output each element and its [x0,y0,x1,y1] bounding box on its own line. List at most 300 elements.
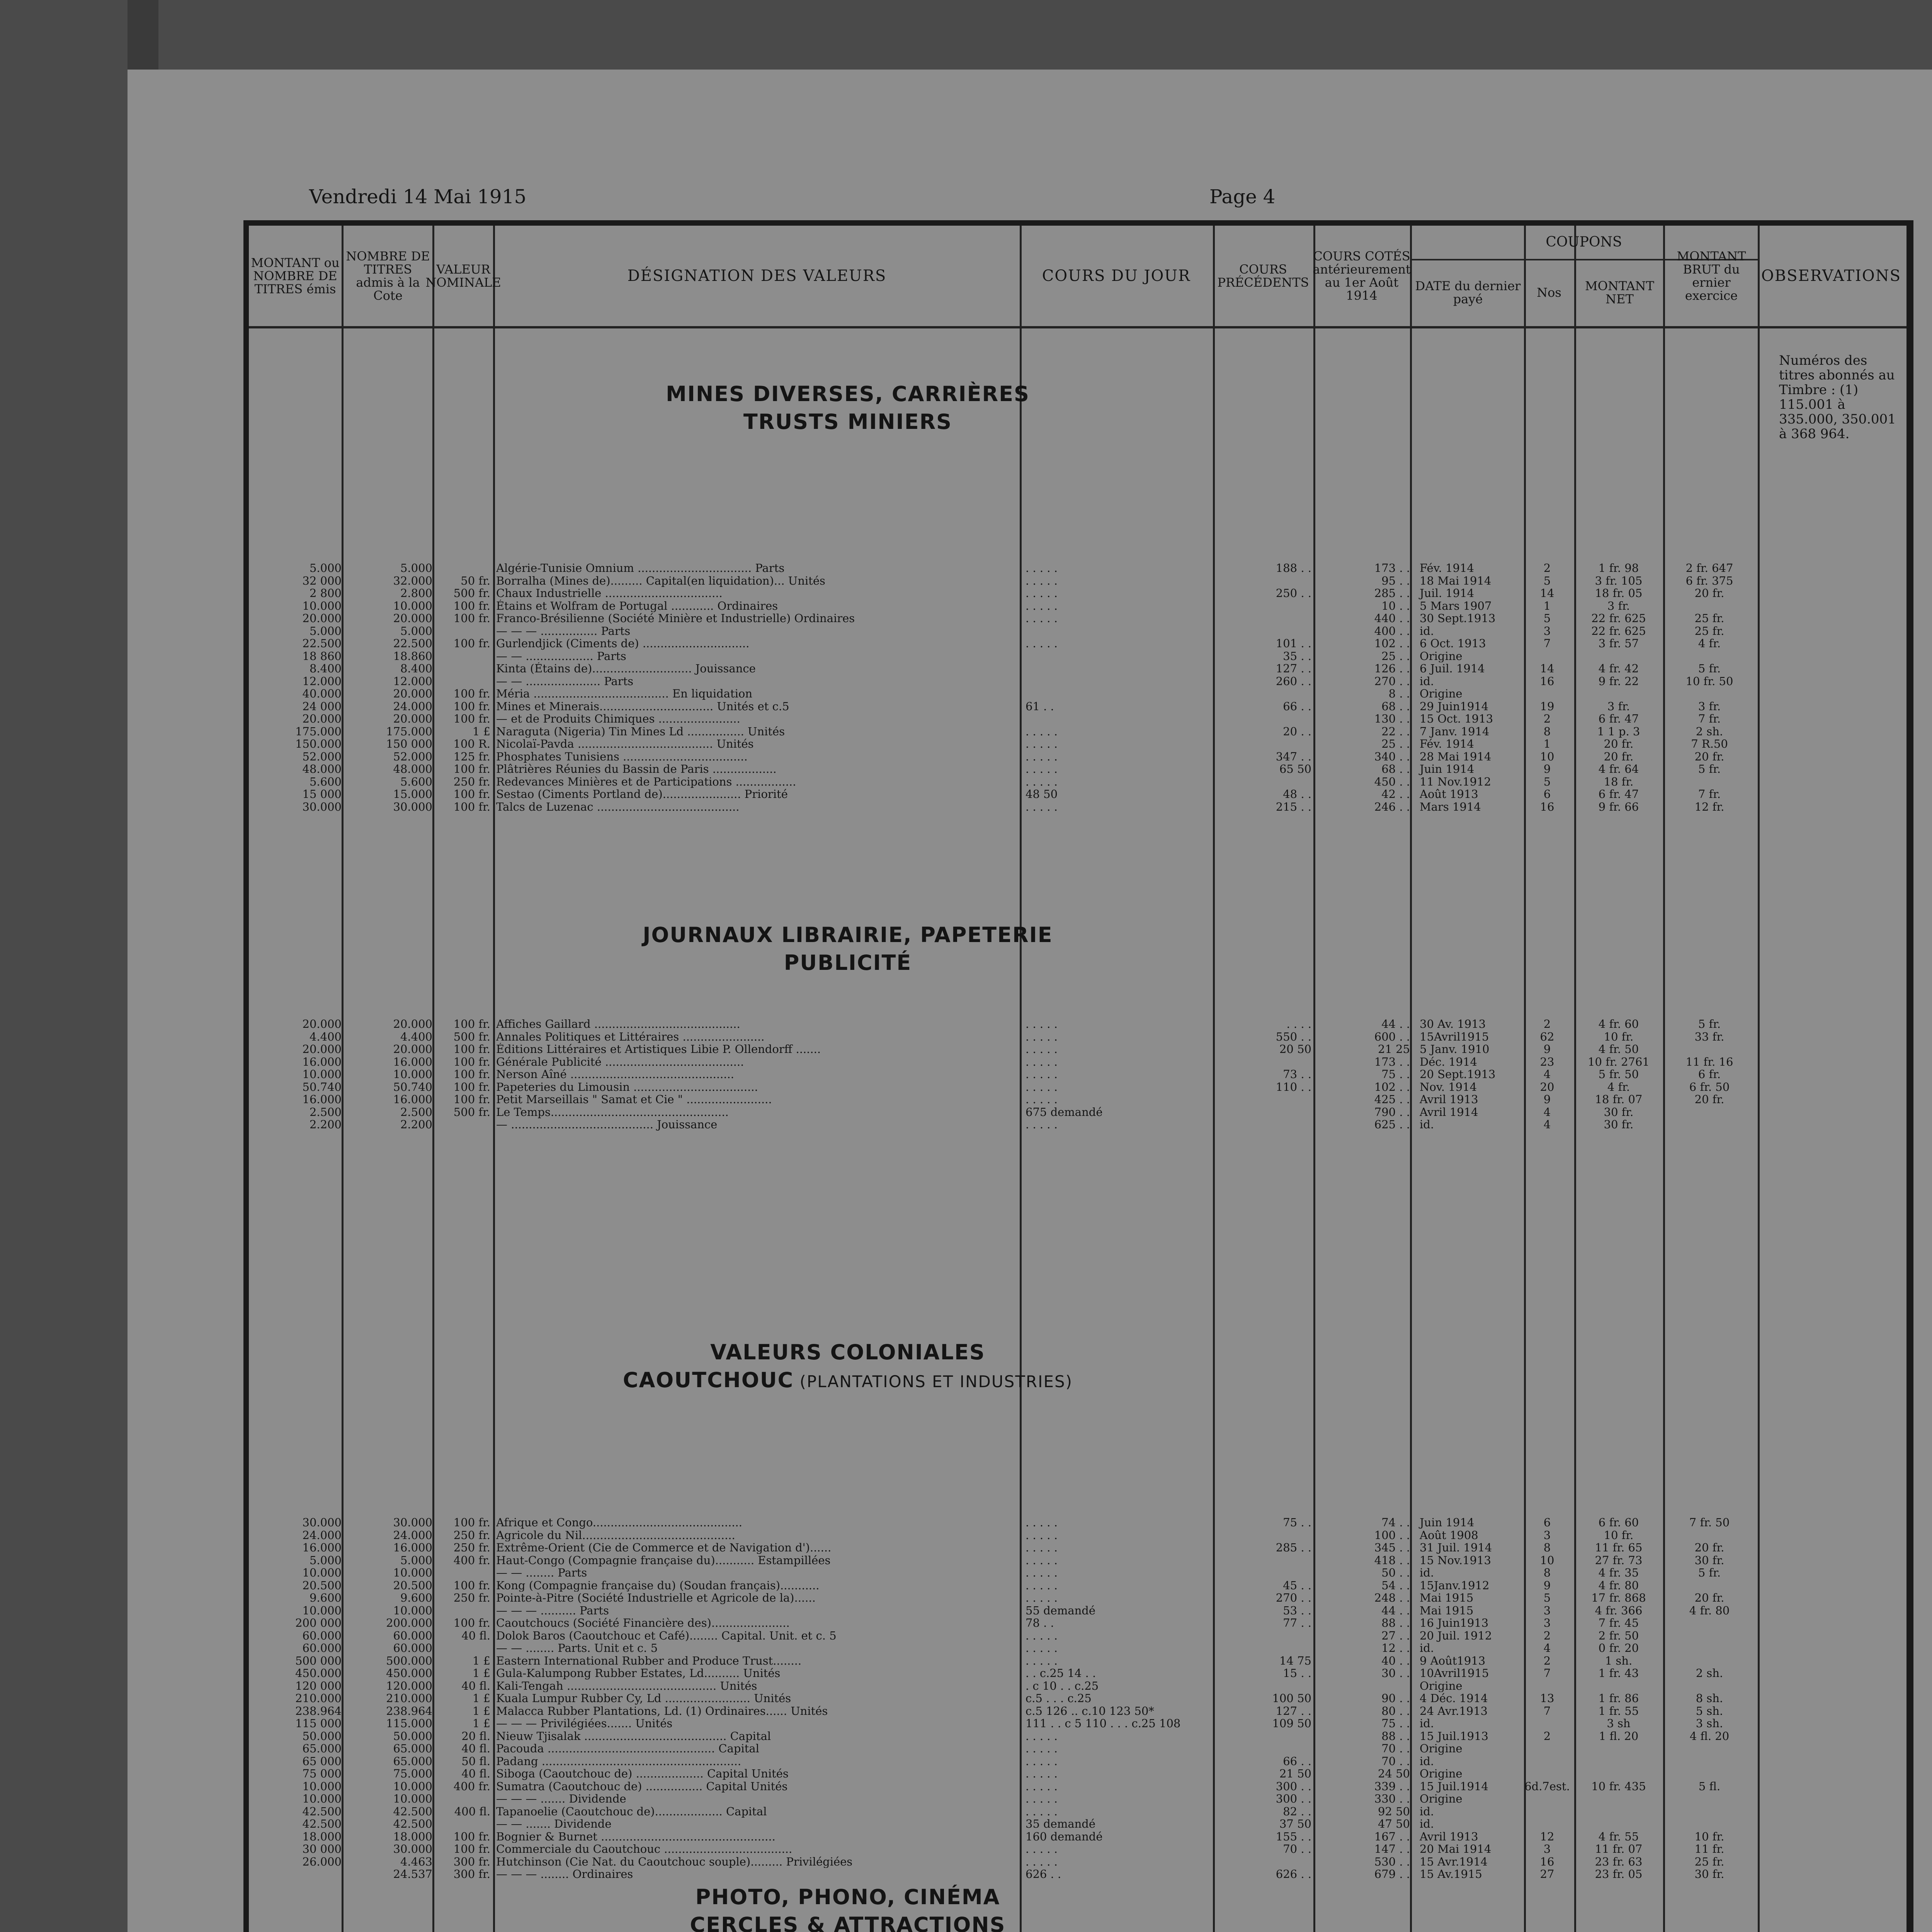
cell-a: 60.000 [302,1642,342,1655]
table-row [249,763,1906,776]
cell-a: 20.000 [302,713,342,725]
cell-j: . . . . . [1026,1068,1058,1081]
cell-a: 20.000 [302,1018,342,1031]
cell-c: 8 . . [1388,687,1410,700]
table-row [249,700,1906,713]
cell-mb: 25 fr. [1694,1855,1725,1868]
cell-a: 15 000 [302,788,342,801]
cell-v: 250 fr. [453,1592,490,1604]
cell-d: Talcs de Luzenac ........................................ [496,800,740,813]
cell-b: 2.200 [400,1118,432,1131]
cell-b: 20.000 [393,612,432,625]
cell-j: 111 . . c 5 110 . . . c.25 108 [1026,1717,1181,1730]
cell-mn: 1 sh. [1605,1654,1633,1667]
cell-d: Pointe-à-Pitre (Société Industrielle et Agricole de la)...... [496,1592,816,1604]
cell-a: 42.500 [302,1818,342,1830]
cell-d: Padang ........................................................ [496,1755,742,1767]
cell-dt: Avril 1913 [1420,1830,1478,1843]
cell-a: 5.000 [309,624,342,637]
cell-d: — ........................................ Jouissance [496,1118,718,1131]
cell-p: 300 . . [1276,1780,1311,1793]
cell-mb: 30 fr. [1694,1554,1725,1566]
table-row [249,612,1906,625]
section-rows [249,1018,1906,1131]
cell-a: 150.000 [295,738,342,750]
cell-c: 147 . . [1374,1843,1410,1855]
cell-p: 45 . . [1283,1579,1311,1592]
cell-c: 130 . . [1374,713,1410,725]
cell-n: 27 [1540,1868,1554,1881]
cell-a: 20.000 [302,612,342,625]
cell-mn: 4 fr. 55 [1598,1830,1639,1843]
cell-c: 88 . . [1381,1617,1410,1629]
table-row [249,801,1906,813]
cell-j: . . . . . [1026,1755,1058,1767]
cell-mn: 4 fr. 64 [1598,763,1639,776]
cell-a: 10.000 [302,1604,342,1617]
cell-c: 285 . . [1374,587,1410,600]
cell-b: 50.000 [393,1730,432,1742]
cell-p: 20 . . [1283,725,1311,738]
cell-v: 100 fr. [453,713,490,725]
cell-mn: 10 fr. 435 [1591,1780,1646,1793]
cell-dt: 16 Juin1913 [1420,1617,1489,1629]
cell-j: . c 10 . . c.25 [1026,1679,1099,1692]
section-heading [500,1338,1196,1396]
table-row [249,1805,1906,1818]
cell-j: . . . . . [1026,1554,1058,1566]
table-row [249,1655,1906,1667]
cell-b: 115.000 [386,1717,432,1730]
cell-dt: 5 Janv. 1910 [1420,1043,1490,1056]
table-row [249,738,1906,750]
cell-a: 52.000 [302,750,342,763]
section-heading [500,1883,1196,1932]
cell-mn: 3 fr. [1607,700,1630,713]
cell-c: 44 . . [1381,1604,1410,1617]
cell-j: . . . . . [1026,775,1058,788]
cell-c: 600 . . [1374,1030,1410,1043]
cell-j: 626 . . [1026,1868,1061,1881]
table-row [249,1541,1906,1554]
cell-dt: 11 Nov.1912 [1420,775,1491,788]
cell-dt: 15Avril1915 [1420,1030,1489,1043]
cell-dt: Avril 1913 [1420,1093,1478,1106]
cell-c: 30 . . [1381,1667,1410,1680]
cell-c: 12 . . [1381,1642,1410,1655]
header-montant-brut: MONTANT BRUT du ernier exercice [1677,249,1746,303]
cell-dt: 9 Août1913 [1420,1654,1486,1667]
cote-table [243,220,1913,1932]
cell-n: 6d.7est. [1524,1780,1570,1793]
cell-j: . . . . . [1026,1030,1058,1043]
cell-b: 30.000 [393,800,432,813]
table-row [249,1717,1906,1730]
cell-mn: 22 fr. 625 [1591,624,1646,637]
cell-a: 65.000 [302,1742,342,1755]
cell-p: 21 50 [1279,1767,1311,1780]
header-nombre: NOMBRE DE TITRES admis à la Cote [346,249,430,303]
cell-v: 250 fr. [453,1541,490,1554]
cell-dt: 30 Sept.1913 [1420,612,1496,625]
cell-b: 24.000 [393,700,432,713]
cell-p: 155 . . [1276,1830,1311,1843]
cell-c: 70 . . [1381,1742,1410,1755]
cell-n: 2 [1543,562,1551,575]
section-title: VALEURS COLONIALES [710,1340,985,1364]
cell-n: 3 [1543,1617,1551,1629]
cell-c: 425 . . [1374,1093,1410,1106]
cell-p: 215 . . [1276,800,1311,813]
cell-d: Nerson Aîné .............................................. [496,1068,734,1081]
cell-mn: 6 fr. 47 [1598,713,1639,725]
cell-a: 4.400 [309,1030,342,1043]
cell-c: 102 . . [1374,1080,1410,1093]
cell-p: 70 . . [1283,1843,1311,1855]
cell-j: 160 demandé [1026,1830,1103,1843]
cell-p: 66 . . [1283,700,1311,713]
cell-j: . . . . . [1026,1055,1058,1068]
cell-n: 10 [1540,1554,1554,1566]
cell-c: 70 . . [1381,1755,1410,1767]
cell-dt: Fév. 1914 [1420,562,1474,575]
cell-n: 3 [1543,1843,1551,1855]
cell-d: Kali-Tengah .......................................... Unités [496,1679,757,1692]
cell-v: 300 fr. [453,1868,490,1881]
cell-n: 16 [1540,675,1554,687]
cell-mb: 3 sh. [1696,1717,1723,1730]
cell-mn: 17 fr. 868 [1591,1592,1646,1604]
cell-a: 10.000 [302,1566,342,1579]
cell-a: 16.000 [302,1093,342,1106]
cell-p: . . . . [1286,1018,1311,1031]
cell-dt: id. [1420,1755,1434,1767]
cell-p: 48 . . [1283,788,1311,801]
cell-n: 12 [1540,1830,1554,1843]
cell-n: 5 [1543,1592,1551,1604]
table-row [249,713,1906,725]
cell-n: 7 [1543,1667,1551,1680]
cell-v: 40 fl. [461,1742,490,1755]
cell-d: Papeteries du Limousin ................................... [496,1080,758,1093]
table-row [249,1830,1906,1843]
cell-b: 450.000 [386,1667,432,1680]
table-row [249,1617,1906,1629]
cell-b: 75.000 [393,1767,432,1780]
cell-b: 2.800 [400,587,432,600]
cell-p: 347 . . [1276,750,1311,763]
cell-d: Tapanoelie (Caoutchouc de)................... Capital [496,1805,767,1818]
cell-n: 9 [1543,1043,1551,1056]
cell-c: 25 . . [1381,650,1410,662]
cell-a: 24 000 [302,700,342,713]
cell-p: 100 50 [1272,1692,1311,1705]
cell-d: Algérie-Tunisie Omnium ................................ Parts [496,562,785,575]
cell-c: 80 . . [1381,1704,1410,1717]
cell-mb: 6 fr. [1698,1068,1721,1081]
table-row [249,776,1906,788]
table-row [249,600,1906,612]
cell-c: 90 . . [1381,1692,1410,1705]
cell-v: 100 R. [453,738,490,750]
cell-dt: Origine [1420,1767,1463,1780]
cell-v: 1 £ [472,1717,490,1730]
cell-n: 2 [1543,1654,1551,1667]
cell-b: 10.000 [393,1604,432,1617]
cell-a: 210.000 [295,1692,342,1705]
section-title: PHOTO, PHONO, CINÉMA [695,1885,1000,1909]
cell-n: 20 [1540,1080,1554,1093]
cell-b: 32.000 [393,574,432,587]
cell-j: . . . . . [1026,738,1058,750]
page [128,70,1932,1932]
cell-d: — — ........ Parts [496,1566,587,1579]
cell-dt: Mai 1915 [1420,1604,1474,1617]
table-row [249,1043,1906,1056]
cell-b: 48.000 [393,763,432,776]
cell-p: 188 . . [1276,562,1311,575]
cell-a: 175.000 [295,725,342,738]
cell-n: 8 [1543,1541,1551,1554]
cell-mn: 18 fr. [1604,775,1634,788]
cell-mb: 25 fr. [1694,612,1725,625]
section-rows [249,562,1906,813]
cell-d: Dolok Baros (Caoutchouc et Café)........ Capital. Unit. et c. 5 [496,1629,837,1642]
header-designation: DÉSIGNATION DES VALEURS [627,267,887,285]
cell-n: 7 [1543,637,1551,650]
cell-dt: Juin 1914 [1420,1516,1475,1529]
cell-dt: 10Avril1915 [1420,1667,1489,1680]
cell-a: 16.000 [302,1055,342,1068]
cell-j: . . . . . [1026,562,1058,575]
cell-j: . . . . . [1026,1642,1058,1655]
cell-a: 22.500 [302,637,342,650]
header-nos: Nos [1537,285,1561,300]
table-row [249,1554,1906,1567]
cell-j: . . . . . [1026,587,1058,600]
table-row [249,1579,1906,1592]
cell-c: 44 . . [1381,1018,1410,1031]
cell-v: 40 fl. [461,1767,490,1780]
cell-j: . . . . . [1026,1018,1058,1031]
cell-dt: Origine [1420,687,1463,700]
cell-mb: 7 fr. 50 [1689,1516,1730,1529]
cell-v: 100 fr. [453,1617,490,1629]
table-row [249,1868,1906,1881]
cell-n: 23 [1540,1055,1554,1068]
cell-mb: 20 fr. [1694,587,1725,600]
cell-n: 1 [1543,738,1551,750]
cell-a: 75 000 [302,1767,342,1780]
cell-n: 7 [1543,1704,1551,1717]
cell-j: 48 50 [1026,788,1058,801]
cell-mb: 5 fr. [1698,1018,1721,1031]
cell-b: 65.000 [393,1755,432,1767]
cell-mb: 7 fr. [1698,713,1721,725]
cell-v: 1 £ [472,725,490,738]
cell-mb: 6 fr. 375 [1685,574,1733,587]
table-row [249,1056,1906,1068]
cell-d: Kong (Compagnie française du) (Soudan français)........... [496,1579,820,1592]
cell-d: Sumatra (Caoutchouc de) ................ Capital Unités [496,1780,788,1793]
cell-j: . . . . . [1026,1742,1058,1755]
table-row [249,1592,1906,1604]
cell-n: 5 [1543,775,1551,788]
cell-b: 210.000 [386,1692,432,1705]
cell-j: . . . . . [1026,1529,1058,1541]
cell-mb: 3 fr. [1698,700,1721,713]
table-row [249,1516,1906,1529]
cell-a: 10.000 [302,599,342,612]
cell-mb: 5 fr. [1698,1566,1721,1579]
cell-b: 18.860 [393,650,432,662]
cell-d: Hutchinson (Cie Nat. du Caoutchouc souple)......... Privilégiées [496,1855,853,1868]
cell-dt: 6 Oct. 1913 [1420,637,1486,650]
cell-c: 440 . . [1374,612,1410,625]
cell-mn: 4 fr. 35 [1598,1566,1639,1579]
table-row [249,587,1906,600]
cell-c: 50 . . [1381,1566,1410,1579]
cell-mb: 20 fr. [1694,1093,1725,1106]
cell-c: 75 . . [1381,1717,1410,1730]
cell-j: 61 . . [1026,700,1054,713]
cell-c: 47 50 [1378,1818,1410,1830]
cell-c: 25 . . [1381,738,1410,750]
cell-mb: 30 fr. [1694,1868,1725,1881]
cell-mb: 7 R.50 [1691,738,1728,750]
cell-c: 68 . . [1381,763,1410,776]
cell-v: 400 fr. [453,1554,490,1566]
table-row [249,1818,1906,1830]
cell-j: 675 demandé [1026,1105,1103,1118]
cell-mb: 4 fr. [1698,637,1721,650]
cell-dt: 28 Mai 1914 [1420,750,1492,763]
cell-v: 1 £ [472,1692,490,1705]
cell-mn: 3 fr. [1607,599,1630,612]
cell-dt: Origine [1420,1679,1463,1692]
cell-v: 100 fr. [453,1843,490,1855]
cell-mb: 8 sh. [1696,1692,1723,1705]
cell-j: . . . . . [1026,750,1058,763]
cell-c: 340 . . [1374,750,1410,763]
cell-mn: 4 fr. [1607,1080,1630,1093]
cell-dt: 15 Avr.1914 [1420,1855,1488,1868]
cell-j: c.5 . . . c.25 [1026,1692,1092,1705]
cell-d: Borralha (Mines de)......... Capital(en liquidation)... Unités [496,574,825,587]
cell-b: 30.000 [393,1843,432,1855]
cell-d: Mines et Minerais................................ Unités et c.5 [496,700,789,713]
table-row [249,1031,1906,1043]
cell-b: 20.500 [393,1579,432,1592]
cell-b: 200.000 [386,1617,432,1629]
cell-j: . . . . . [1026,1080,1058,1093]
cell-b: 2.500 [400,1105,432,1118]
cell-mb: 4 fr. 80 [1689,1604,1730,1617]
cell-n: 5 [1543,612,1551,625]
cell-mn: 3 sh [1607,1717,1631,1730]
cell-c: 42 . . [1381,788,1410,801]
cell-mb: 5 fl. [1698,1780,1721,1793]
cell-mn: 3 fr. 105 [1595,574,1643,587]
cell-p: 109 50 [1272,1717,1311,1730]
cell-d: Nicolaï-Pavda ...................................... Unités [496,738,754,750]
cell-v: 250 fr. [453,1529,490,1541]
cell-b: 8.400 [400,662,432,675]
cell-n: 2 [1543,1629,1551,1642]
cell-mn: 30 fr. [1604,1105,1634,1118]
section-subnote: (PLANTATIONS ET INDUSTRIES) [794,1372,1073,1391]
header-cours-jour: COURS DU JOUR [1042,267,1191,285]
cell-v: 500 fr. [453,1105,490,1118]
cell-b: 24.537 [393,1868,432,1881]
table-row [249,1093,1906,1106]
cell-dt: id. [1420,1642,1434,1655]
cell-d: — et de Produits Chimiques ....................... [496,713,740,725]
cell-n: 2 [1543,1730,1551,1742]
cell-c: 418 . . [1374,1554,1410,1566]
cell-a: 450.000 [295,1667,342,1680]
cell-b: 10.000 [393,1566,432,1579]
cell-j: . . . . . [1026,1592,1058,1604]
cell-d: — — — Privilégiées....... Unités [496,1717,673,1730]
table-row [249,1566,1906,1579]
section-heading [500,921,1196,977]
table-row [249,1767,1906,1780]
table-row [249,1793,1906,1805]
cell-mn: 4 fr. 80 [1598,1579,1639,1592]
cell-d: Chaux Industrielle ................................. [496,587,723,600]
cell-v: 50 fr. [461,574,490,587]
table-row [249,1843,1906,1855]
cell-d: Le Temps.................................................. [496,1105,729,1118]
cell-d: Kinta (Étains de)............................ Jouissance [496,662,756,675]
cell-n: 8 [1543,725,1551,738]
cell-b: 150 000 [386,738,432,750]
cell-mb: 5 sh. [1696,1704,1723,1717]
cell-n: 9 [1543,763,1551,776]
table-row [249,725,1906,738]
cell-d: — — ..................... Parts [496,675,634,687]
cell-p: 626 . . [1276,1868,1311,1881]
cell-v: 250 fr. [453,775,490,788]
cell-b: 5.600 [400,775,432,788]
cell-n: 4 [1543,1118,1551,1131]
cell-c: 270 . . [1374,675,1410,687]
cell-dt: id. [1420,1805,1434,1818]
cell-a: 30 000 [302,1843,342,1855]
cell-d: Gurlendjick (Ciments de) .............................. [496,637,750,650]
cell-v: 100 fr. [453,637,490,650]
cell-j: . . . . . [1026,1566,1058,1579]
cell-v: 125 fr. [453,750,490,763]
cell-mn: 18 fr. 07 [1595,1093,1643,1106]
cell-mn: 30 fr. [1604,1118,1634,1131]
cell-mn: 27 fr. 73 [1595,1554,1643,1566]
cell-b: 15.000 [393,788,432,801]
cell-mb: 2 sh. [1696,725,1723,738]
cell-d: Kuala Lumpur Rubber Cy, Ld ........................ Unités [496,1692,791,1705]
cell-a: 12.000 [302,675,342,687]
cell-b: 500.000 [386,1654,432,1667]
cell-c: 74 . . [1381,1516,1410,1529]
cell-dt: Origine [1420,1742,1463,1755]
cell-b: 10.000 [393,599,432,612]
cell-v: 100 fr. [453,1516,490,1529]
cell-mn: 23 fr. 05 [1595,1868,1643,1881]
cell-dt: id. [1420,1717,1434,1730]
cell-c: 330 . . [1374,1793,1410,1805]
section-subtitle: CERCLES & ATTRACTIONS [690,1913,1006,1932]
